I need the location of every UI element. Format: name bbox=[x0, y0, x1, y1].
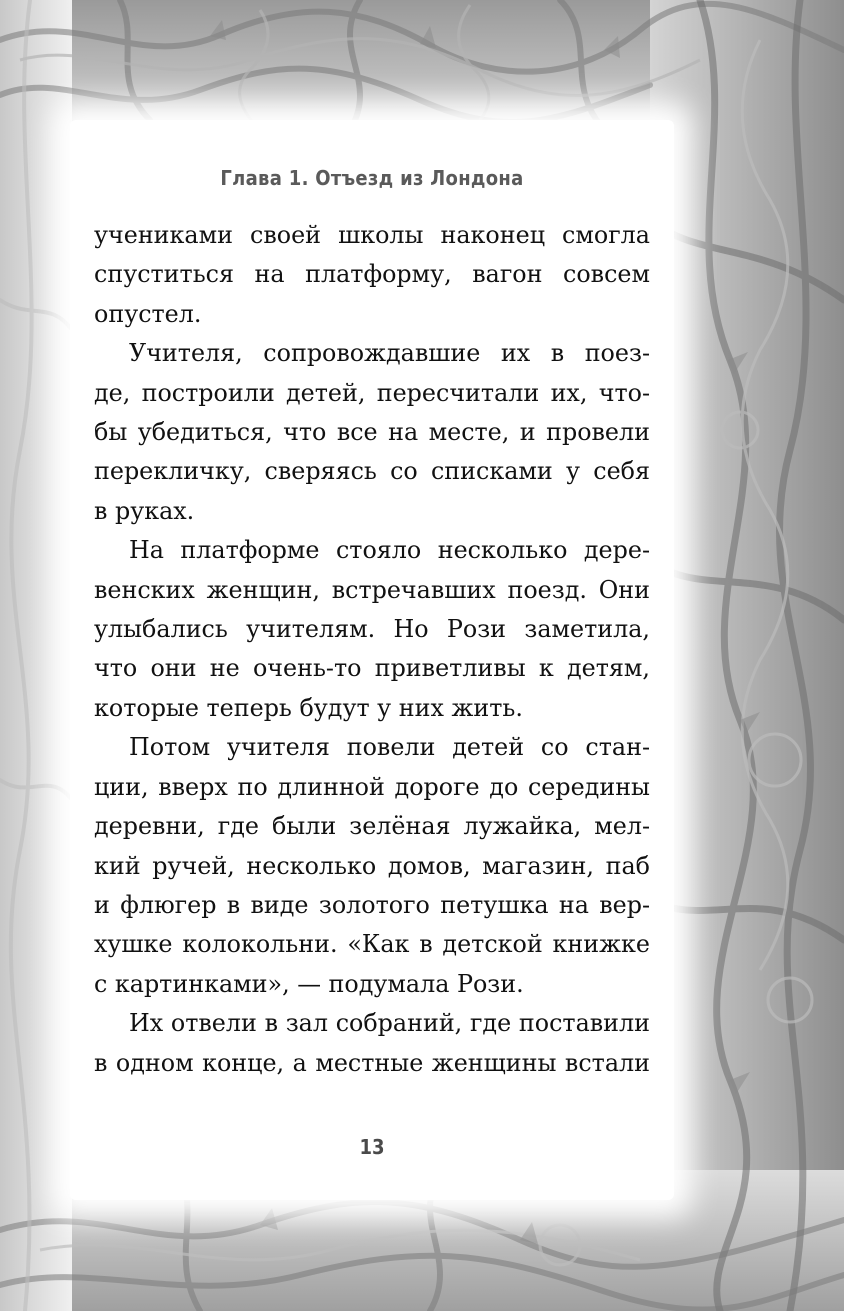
paragraph-5 bbox=[94, 1004, 650, 1083]
text-line: в одном конце, а местные женщины встали bbox=[94, 1048, 650, 1077]
text-line: де, построили детей, пересчитали их, что- bbox=[94, 378, 650, 407]
text-line: На платформе стояло несколько дере- bbox=[129, 536, 650, 565]
page-number: 13 bbox=[359, 1135, 385, 1159]
paragraph-1 bbox=[94, 216, 650, 334]
text-line: улыбались учителям. Но Рози заметила, bbox=[94, 615, 650, 644]
text-line: Учителя, сопровождавшие их в поез- bbox=[129, 339, 650, 368]
text-line: перекличку, сверяясь со списками у себя bbox=[94, 457, 650, 486]
text-line: которые теперь будут у них жить. bbox=[94, 693, 523, 722]
paragraph-3 bbox=[94, 531, 650, 728]
text-line: и флюгер в виде золотого петушка на вер- bbox=[94, 890, 650, 919]
paragraph-4 bbox=[94, 728, 650, 1004]
text-line: ции, вверх по длинной дороге до середины bbox=[94, 772, 650, 801]
text-line: Потом учителя повели детей со стан- bbox=[129, 733, 650, 762]
text-line: деревни, где были зелёная лужайка, мел- bbox=[94, 812, 650, 841]
text-line: в руках. bbox=[94, 496, 195, 525]
text-line: что они не очень-то приветливы к детям, bbox=[94, 654, 650, 683]
text-line: бы убедиться, что все на месте, и провели bbox=[94, 418, 650, 447]
paragraph-2 bbox=[94, 334, 650, 531]
text-line: венских женщин, встречавших поезд. Они bbox=[94, 575, 650, 604]
running-head-title: Глава 1. Отъезд из Лондона bbox=[220, 166, 524, 190]
text-line: учениками своей школы наконец смогла bbox=[94, 221, 650, 249]
text-line: кий ручей, несколько домов, магазин, паб bbox=[94, 851, 650, 880]
text-line: Их отвели в зал собраний, где поставили bbox=[129, 1009, 650, 1038]
text-line: хушке колокольни. «Как в детской книжке bbox=[94, 930, 650, 959]
text-line: спуститься на платформу, вагон совсем bbox=[94, 260, 650, 289]
text-line: опустел. bbox=[94, 299, 202, 328]
text-line: с картинками», — подумала Рози. bbox=[94, 969, 524, 998]
body-text bbox=[94, 216, 650, 1083]
